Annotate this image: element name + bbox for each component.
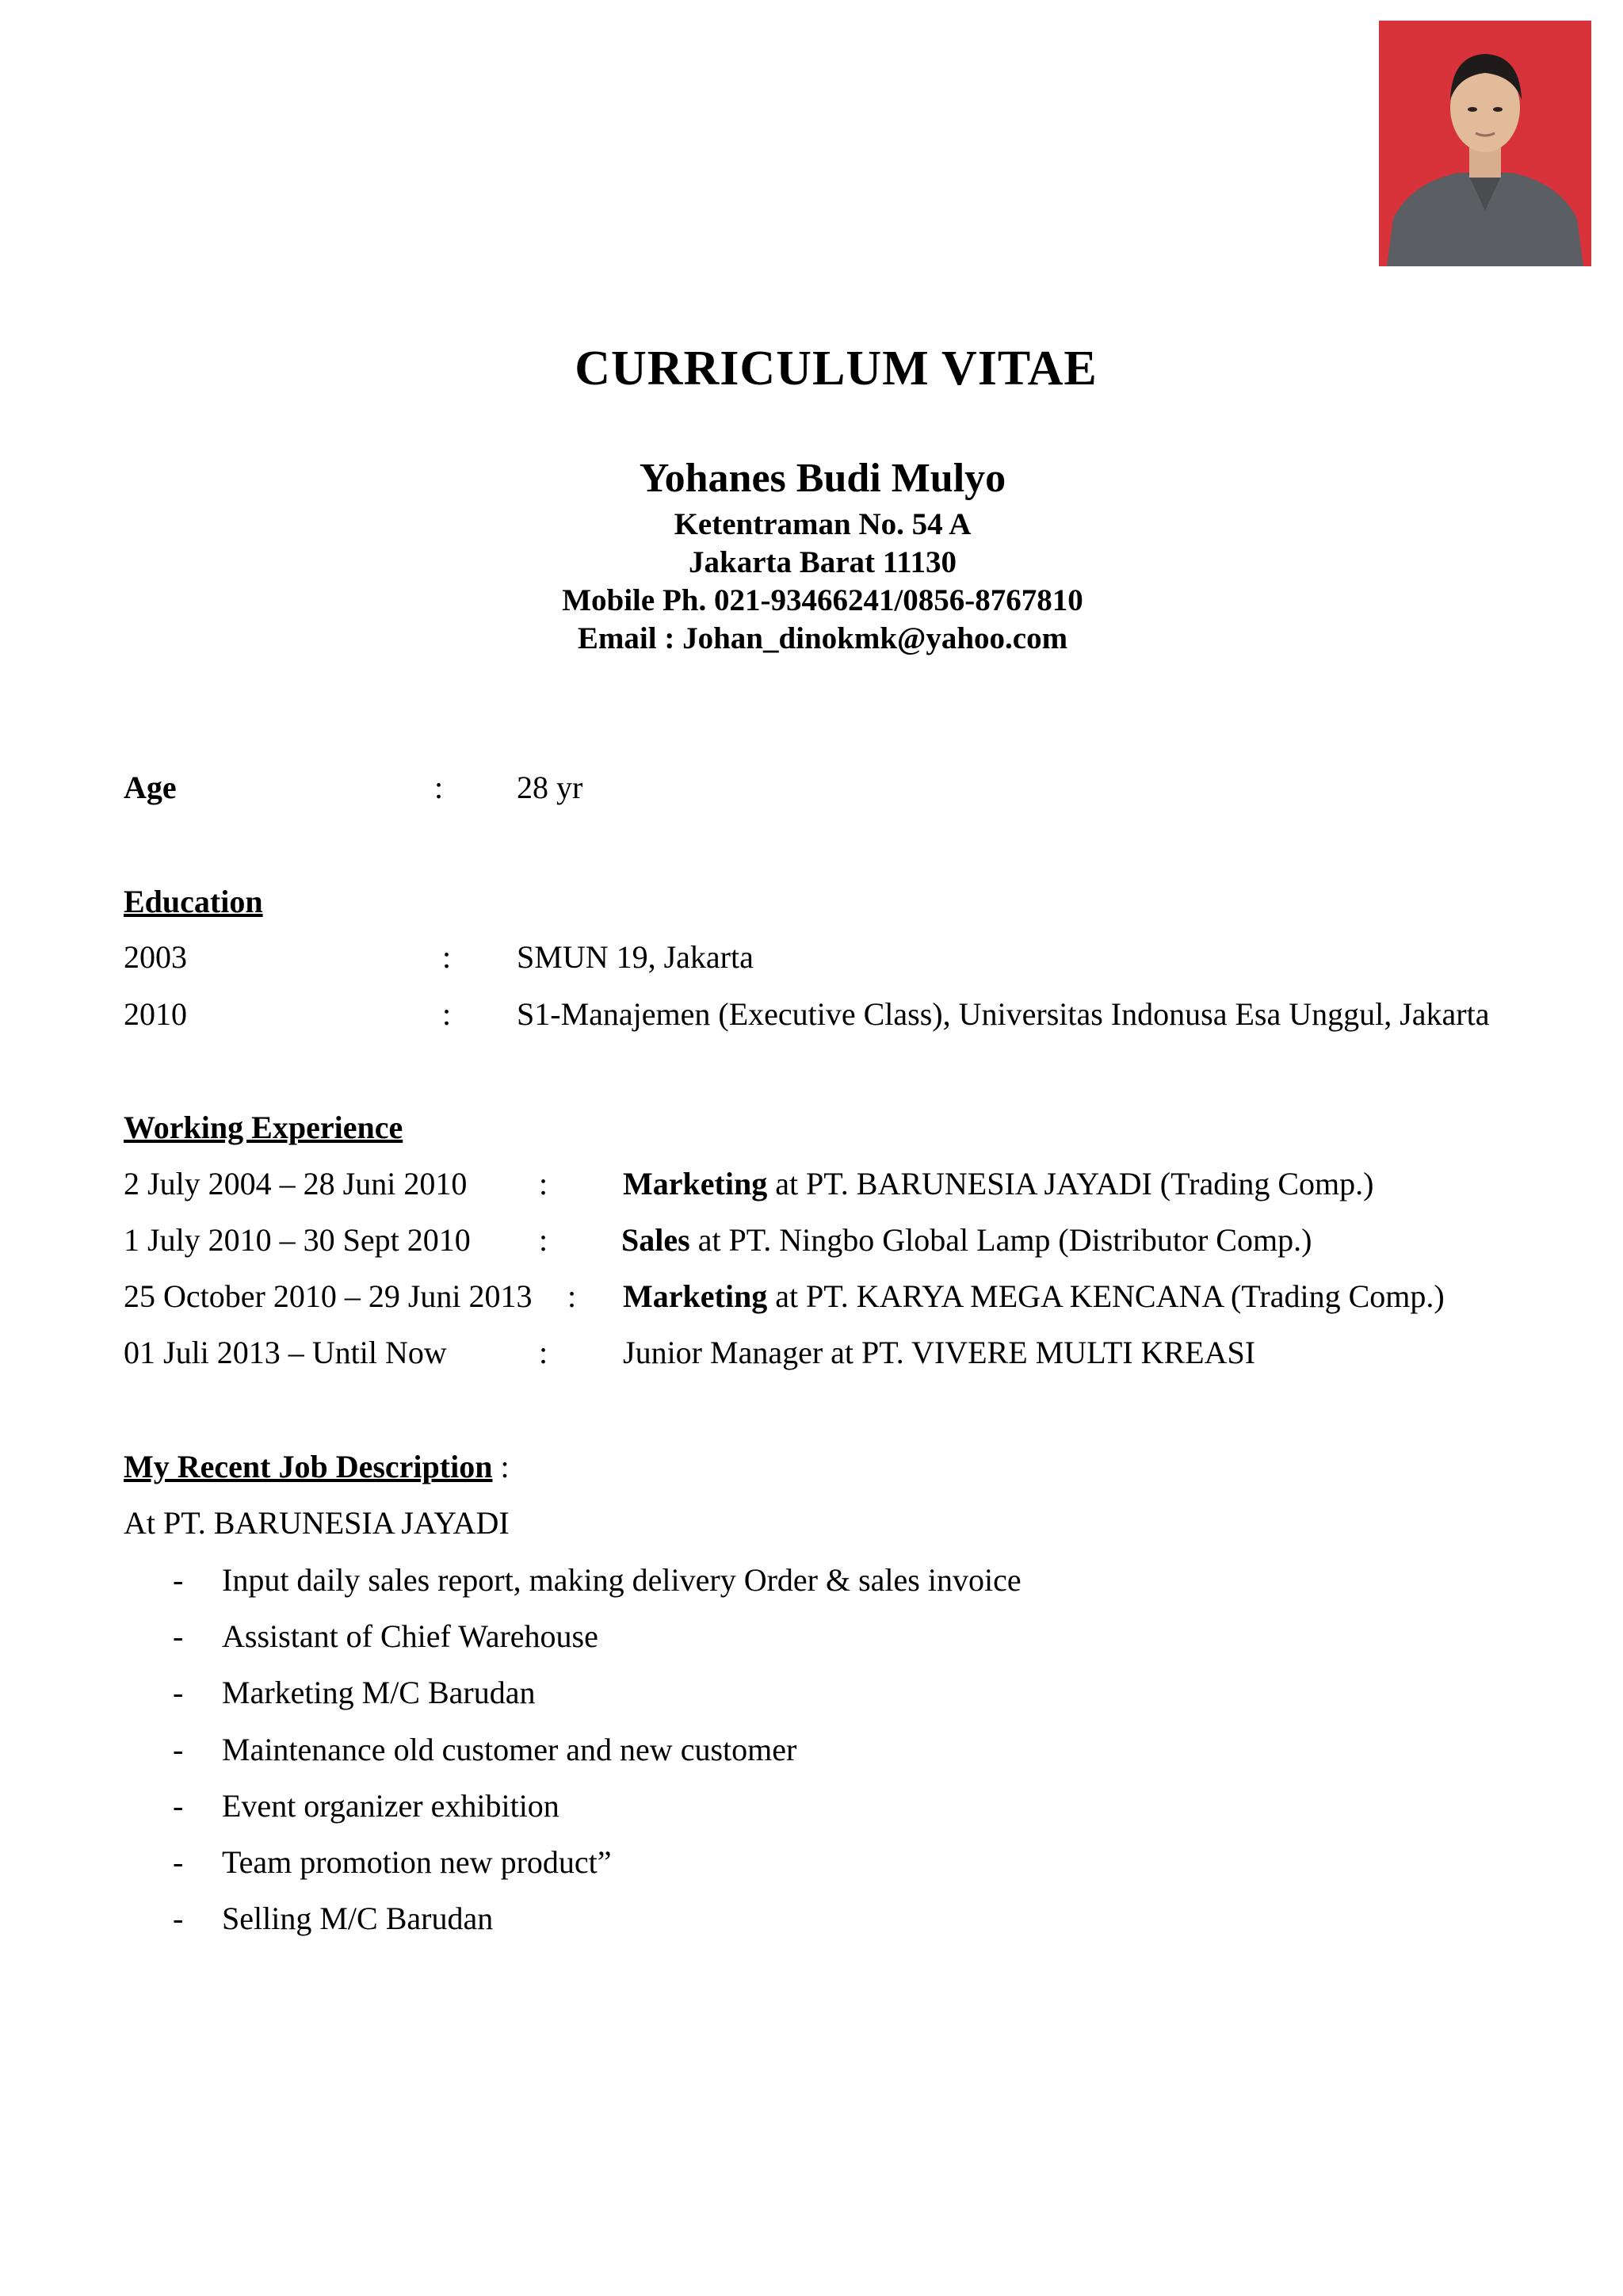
bullet-dash: - (173, 1844, 184, 1880)
bullet-dash: - (173, 1788, 184, 1824)
bullet-dash: - (173, 1562, 184, 1598)
experience-detail: at PT. KARYA MEGA KENCANA (Trading Comp.) (767, 1278, 1445, 1314)
experience-role: Sales (621, 1222, 690, 1258)
education-year: 2003 (124, 939, 187, 975)
job-task-item: Input daily sales report, making delivery Order & sales invoice (222, 1562, 1022, 1598)
education-heading: Education (124, 884, 263, 919)
profile-photo (1379, 21, 1591, 266)
education-year: 2010 (124, 996, 187, 1032)
job-task-item: Selling M/C Barudan (222, 1901, 494, 1936)
experience-period: 2 July 2004 – 28 Juni 2010 (124, 1166, 468, 1201)
document-title: CURRICULUM VITAE (575, 342, 1098, 395)
experience-role: Marketing (623, 1278, 768, 1314)
job-task-item: Team promotion new product” (222, 1844, 612, 1880)
email-address: Email : Johan_dinokmk@yahoo.com (577, 621, 1068, 655)
experience-heading: Working Experience (124, 1110, 403, 1145)
experience-detail: at PT. BARUNESIA JAYADI (Trading Comp.) (767, 1166, 1374, 1201)
experience-colon: : (539, 1335, 548, 1370)
education-colon: : (442, 939, 452, 975)
experience-entry (621, 1221, 1312, 1259)
bullet-dash: - (173, 1675, 184, 1710)
applicant-name: Yohanes Budi Mulyo (639, 456, 1006, 501)
job-task-item: Maintenance old customer and new customer (222, 1732, 797, 1767)
experience-entry (623, 1334, 1255, 1372)
job-task-item: Event organizer exhibition (222, 1788, 559, 1824)
age-value: 28 yr (517, 770, 583, 805)
age-label: Age (124, 770, 177, 805)
mobile-phone: Mobile Ph. 021-93466241/0856-8767810 (562, 583, 1083, 617)
experience-detail: Junior Manager at PT. VIVERE MULTI KREASI (623, 1335, 1256, 1370)
person-photo-icon (1379, 21, 1591, 266)
experience-period: 1 July 2010 – 30 Sept 2010 (124, 1222, 471, 1258)
experience-colon: : (539, 1222, 548, 1258)
experience-period: 25 October 2010 – 29 Juni 2013 (124, 1278, 533, 1314)
experience-colon: : (567, 1278, 577, 1314)
address-line-2: Jakarta Barat 11130 (689, 545, 957, 579)
education-school: S1-Manajemen (Executive Class), Universitas Indonusa Esa Unggul, Jakarta (517, 996, 1490, 1032)
job-description-company: At PT. BARUNESIA JAYADI (124, 1505, 510, 1541)
bullet-dash: - (173, 1732, 184, 1767)
bullet-dash: - (173, 1618, 184, 1654)
experience-detail: at PT. Ningbo Global Lamp (Distributor Comp.) (689, 1222, 1312, 1258)
experience-period: 01 Juli 2013 – Until Now (124, 1335, 447, 1370)
education-school: SMUN 19, Jakarta (517, 939, 754, 975)
job-task-item: Assistant of Chief Warehouse (222, 1618, 598, 1654)
experience-role: Marketing (623, 1166, 768, 1201)
experience-entry (623, 1278, 1445, 1316)
address-line-1: Ketentraman No. 54 A (674, 507, 972, 541)
job-description-heading-line (124, 1448, 510, 1486)
bullet-dash: - (173, 1901, 184, 1936)
education-colon: : (442, 996, 452, 1032)
experience-colon: : (539, 1166, 548, 1201)
job-task-item: Marketing M/C Barudan (222, 1675, 536, 1710)
job-description-heading: My Recent Job Description (124, 1449, 493, 1484)
age-colon: : (434, 770, 444, 805)
job-description-heading-suffix: : (492, 1449, 510, 1484)
experience-entry (623, 1165, 1373, 1203)
